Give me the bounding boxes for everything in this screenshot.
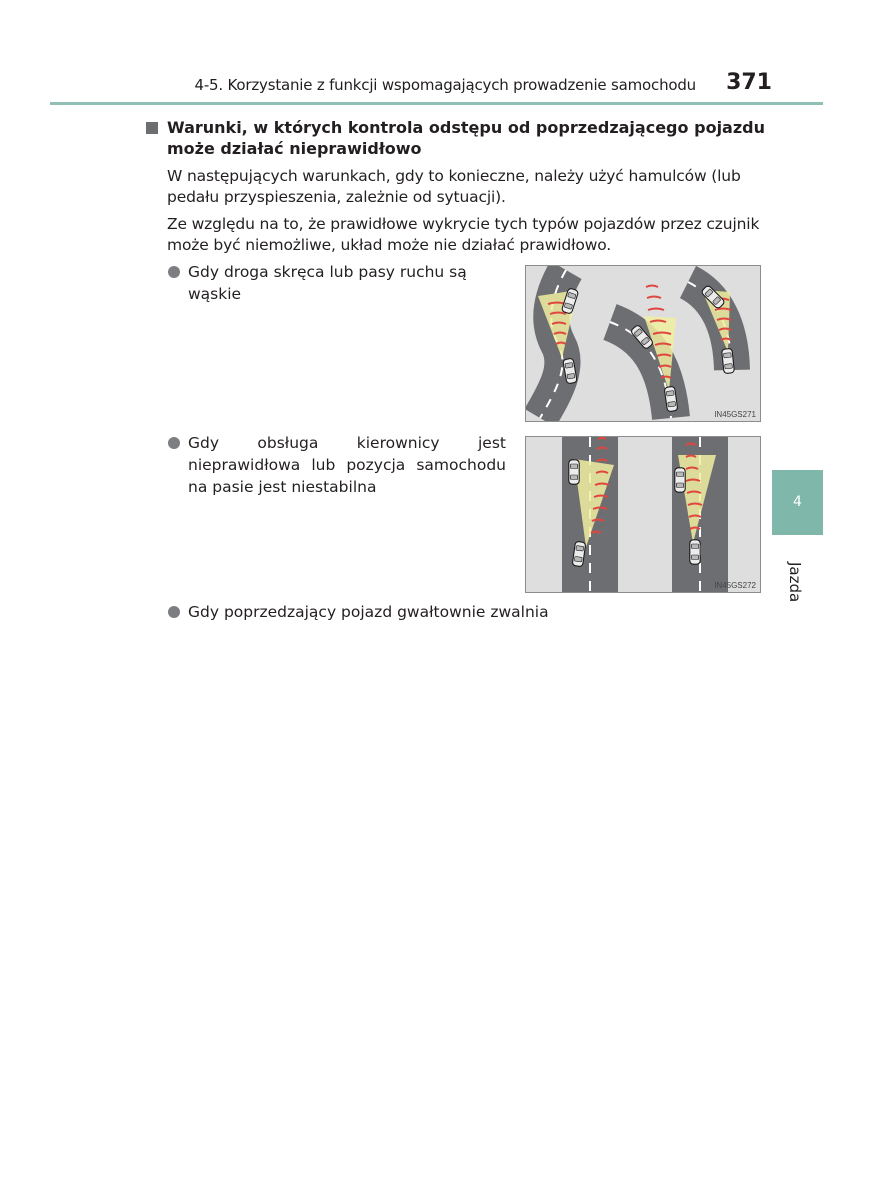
- figure-code: IN45GS271: [714, 410, 756, 419]
- bullet-icon: [168, 266, 180, 278]
- figure-lane-position: [525, 436, 761, 593]
- page-number: 371: [726, 70, 772, 95]
- bullet-curved-road: Gdy droga skręca lub pasy ruchu są wąskie: [188, 263, 467, 303]
- chapter-tab: 4: [772, 470, 823, 535]
- section-marker-icon: [146, 122, 158, 134]
- section-title: 4-5. Korzystanie z funkcji wspomagających prowadzenie samochodu: [194, 76, 696, 94]
- paragraph-braking: W następujących warunkach, gdy to konieczne, należy użyć hamulców (lub pedału przyspieszenia, zależnie od sytuacji).: [167, 167, 741, 206]
- bullet-icon: [168, 606, 180, 618]
- section-heading: Warunki, w których kontrola odstępu od poprzedzającego pojazdu może działać nieprawidłowo: [167, 118, 765, 158]
- paragraph-detection: Ze względu na to, że prawidłowe wykrycie tych typów pojazdów przez czujnik może być niemożliwe, układ może nie działać prawidłowo.: [167, 215, 760, 254]
- figure-curved-road: [525, 265, 761, 422]
- bullet-sudden-braking: Gdy poprzedzający pojazd gwałtownie zwalnia: [188, 603, 549, 621]
- header-divider: [50, 102, 823, 105]
- bullet-steering: Gdy obsługa kierownicy jest nieprawidłowa lub pozycja samochodu na pasie jest niestabilna: [188, 434, 506, 496]
- bullet-icon: [168, 437, 180, 449]
- figure-code: IN45GS272: [714, 581, 756, 590]
- chapter-title: Jazda: [786, 562, 804, 603]
